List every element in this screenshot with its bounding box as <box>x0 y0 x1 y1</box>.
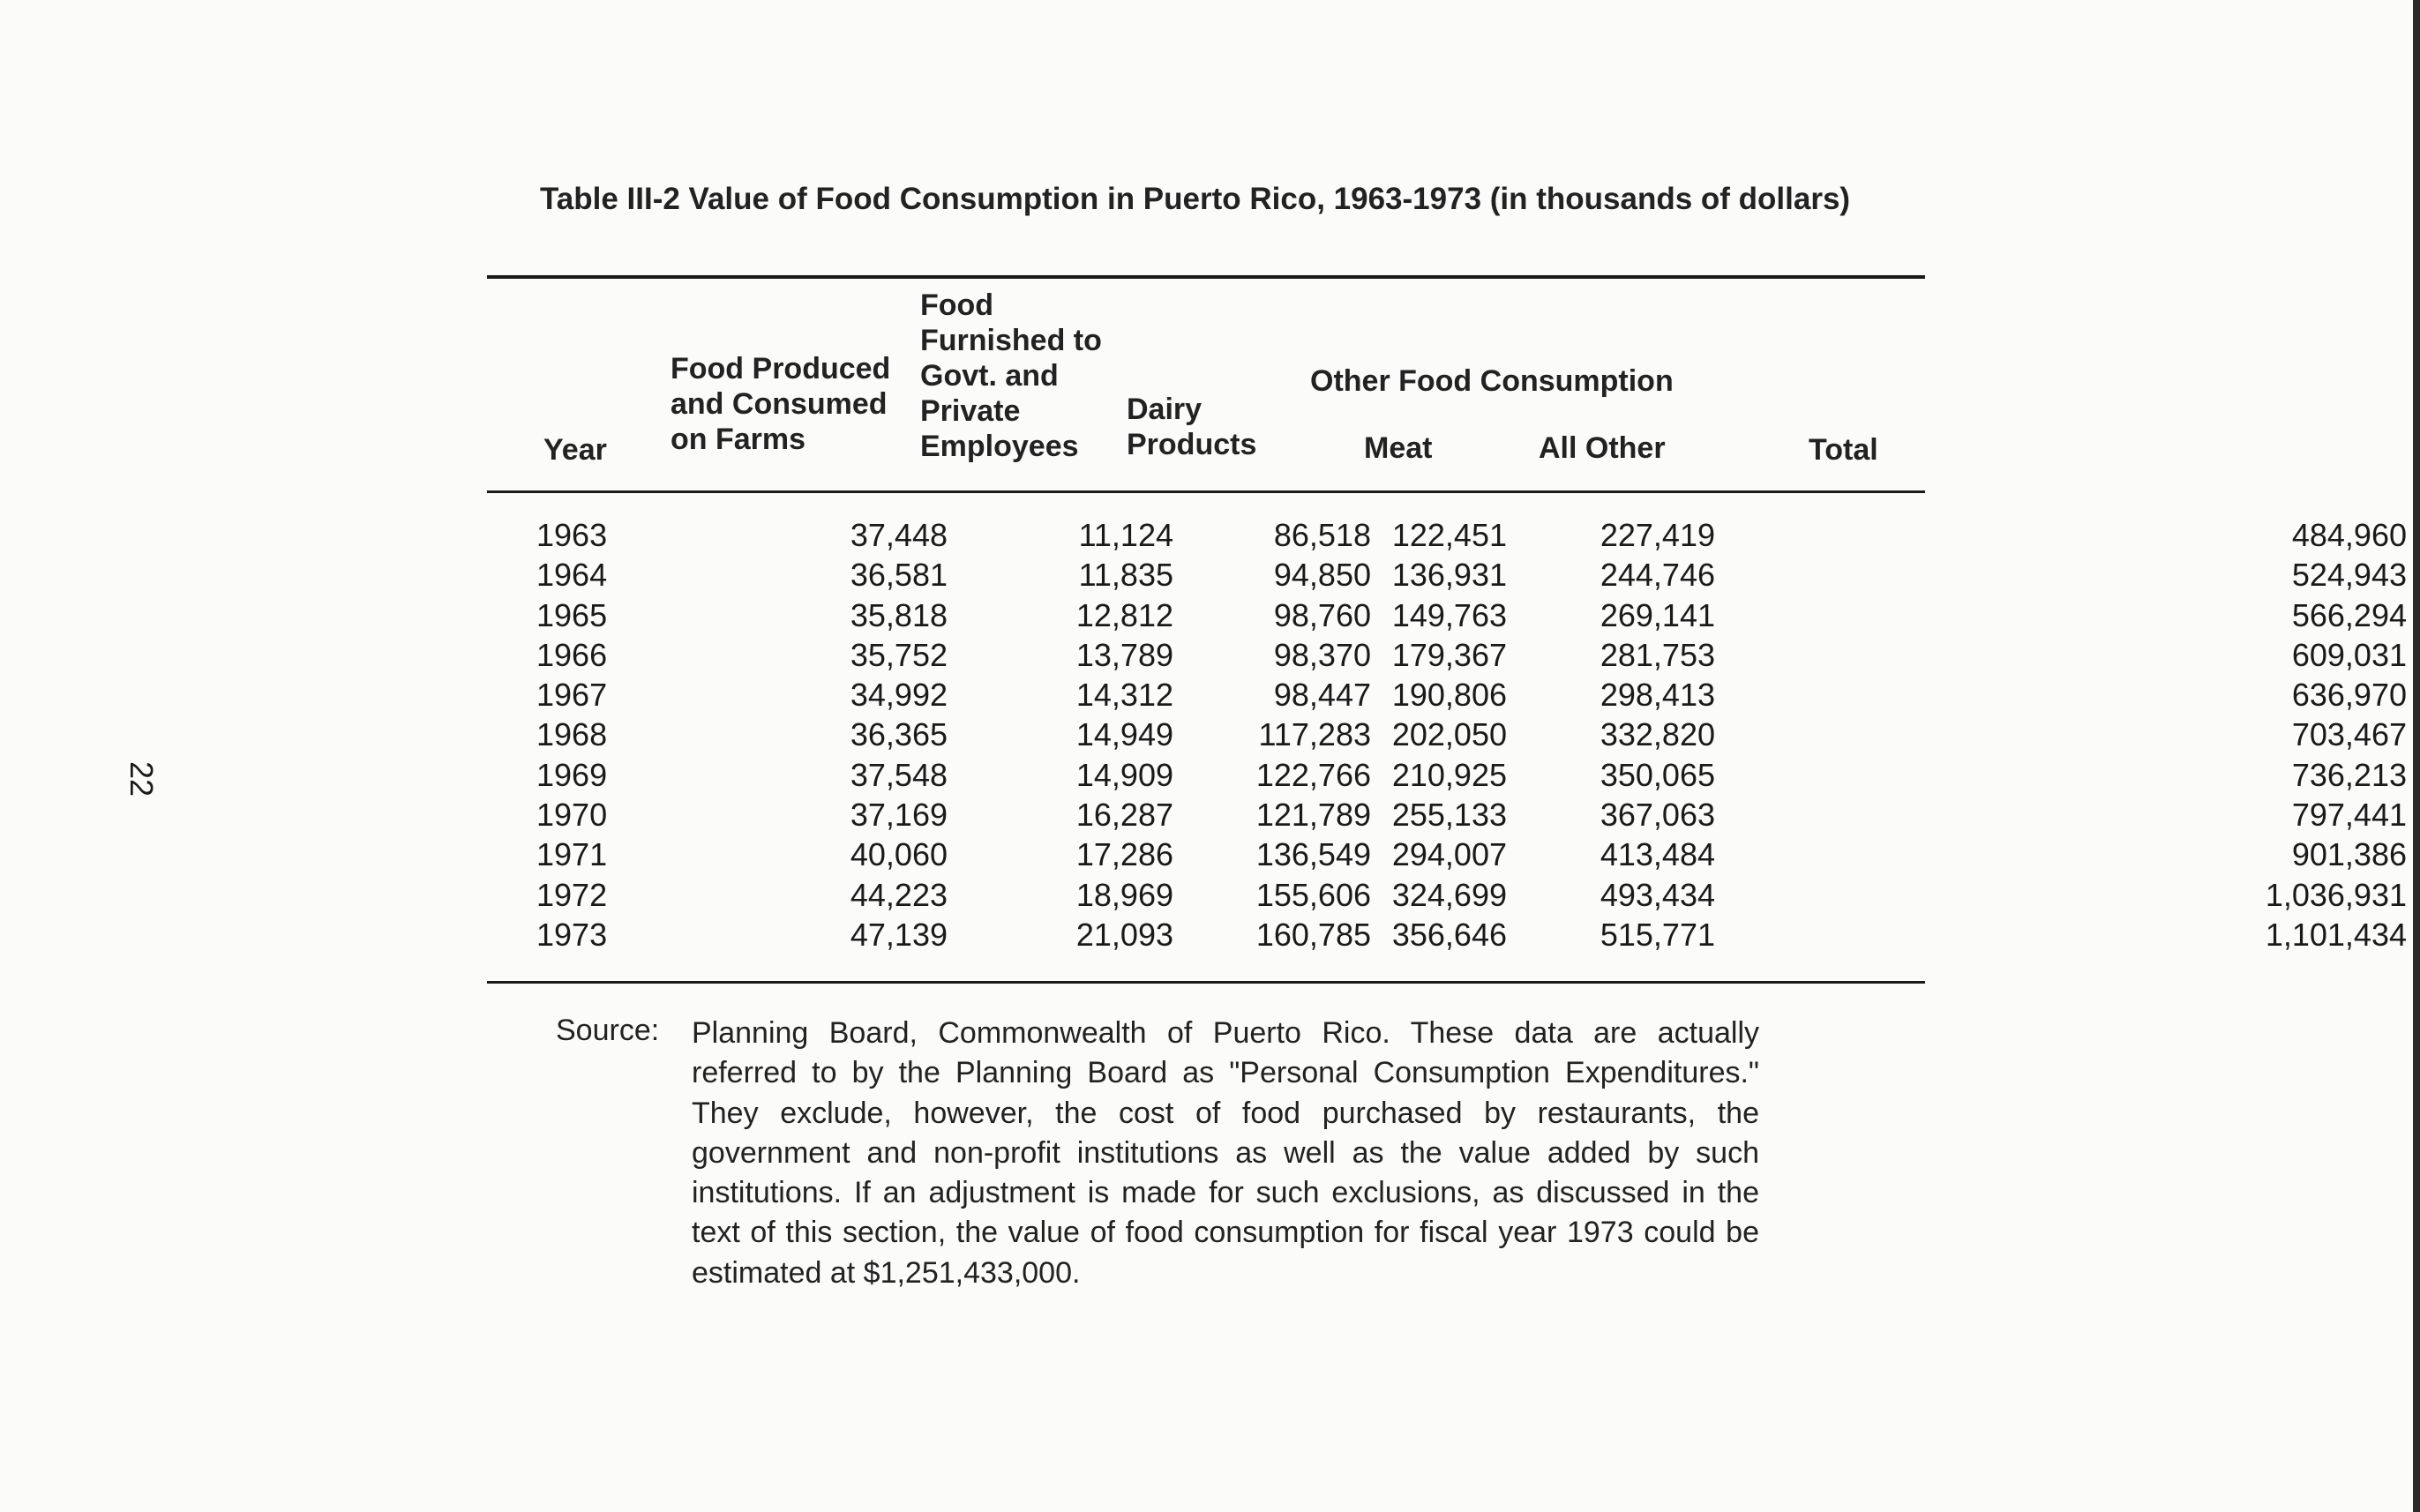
header-line: Private <box>920 394 1021 428</box>
cell-farms: 36,581 <box>850 557 948 594</box>
cell-dairy: 122,766 <box>1255 756 1371 793</box>
cell-meat: 136,931 <box>1391 557 1507 594</box>
header-line: and Consumed <box>671 387 888 421</box>
header-all-other: All Other <box>1539 431 1666 465</box>
cell-all-other: 298,413 <box>1600 677 1715 714</box>
cell-meat: 122,451 <box>1391 517 1507 553</box>
cell-meat: 210,925 <box>1391 756 1507 793</box>
header-food-produced-on-farms <box>671 351 890 457</box>
cell-total: 609,031 <box>2291 636 2407 673</box>
header-total: Total <box>1809 433 1878 467</box>
cell-dairy: 94,850 <box>1273 557 1371 594</box>
table-row <box>487 515 2407 555</box>
cell-all-other: 493,434 <box>1600 876 1715 913</box>
table-row <box>487 555 2407 595</box>
cell-total: 1,036,931 <box>2265 876 2407 913</box>
cell-farms: 37,548 <box>850 756 948 793</box>
cell-furnished: 12,812 <box>1075 596 1173 633</box>
header-line: Govt. and <box>920 359 1059 393</box>
cell-total: 636,970 <box>2291 677 2407 714</box>
header-line: Food <box>920 288 994 322</box>
table-row <box>487 795 2407 835</box>
cell-farms: 35,818 <box>850 596 948 633</box>
table-row <box>487 675 2407 715</box>
cell-all-other: 515,771 <box>1600 916 1715 953</box>
cell-furnished: 14,909 <box>1075 756 1173 793</box>
cell-dairy: 117,283 <box>1258 716 1371 753</box>
page-number: 22 <box>124 760 161 797</box>
cell-furnished: 13,789 <box>1075 636 1173 673</box>
cell-furnished: 17,286 <box>1075 836 1173 873</box>
cell-year: 1969 <box>536 756 608 793</box>
cell-all-other: 350,065 <box>1600 756 1715 793</box>
cell-furnished: 18,969 <box>1075 876 1173 913</box>
cell-meat: 202,050 <box>1391 716 1507 753</box>
cell-farms: 37,448 <box>850 517 948 553</box>
cell-year: 1970 <box>536 797 608 834</box>
table-title: Table III-2 Value of Food Consumption in Puerto Rico, 1963-1973 (in thousands of dollars) <box>540 182 1851 216</box>
cell-total: 566,294 <box>2291 596 2407 633</box>
cell-dairy: 98,447 <box>1273 677 1371 714</box>
cell-year: 1965 <box>536 596 608 633</box>
cell-year: 1966 <box>536 636 608 673</box>
header-line: Food Produced <box>671 352 891 385</box>
table-row <box>487 595 2407 635</box>
table-row <box>487 715 2407 754</box>
header-year: Year <box>543 433 607 467</box>
cell-year: 1971 <box>536 836 608 873</box>
cell-total: 1,101,434 <box>2265 916 2407 953</box>
cell-total: 797,441 <box>2291 797 2407 834</box>
header-line: Employees <box>920 430 1079 463</box>
cell-meat: 356,646 <box>1391 916 1507 953</box>
bottom-rule <box>487 981 1925 984</box>
table-row <box>487 875 2407 915</box>
cell-furnished: 14,949 <box>1075 716 1173 753</box>
cell-year: 1963 <box>536 517 608 553</box>
cell-all-other: 244,746 <box>1600 557 1715 594</box>
cell-dairy: 136,549 <box>1255 836 1371 873</box>
cell-total: 524,943 <box>2291 557 2407 594</box>
cell-dairy: 160,785 <box>1255 916 1371 953</box>
table-row <box>487 835 2407 874</box>
cell-farms: 44,223 <box>850 876 948 913</box>
cell-dairy: 98,370 <box>1273 636 1371 673</box>
cell-meat: 255,133 <box>1391 797 1507 834</box>
header-line: on Farms <box>671 423 806 456</box>
cell-all-other: 367,063 <box>1600 797 1715 834</box>
page-edge <box>2413 0 2420 1512</box>
header-rule <box>487 490 1925 493</box>
cell-year: 1964 <box>536 557 608 594</box>
cell-all-other: 281,753 <box>1600 636 1715 673</box>
cell-farms: 47,139 <box>850 916 948 953</box>
table-row <box>487 755 2407 795</box>
cell-all-other: 269,141 <box>1600 596 1715 633</box>
cell-year: 1968 <box>536 716 608 753</box>
cell-furnished: 21,093 <box>1075 916 1173 953</box>
cell-dairy: 86,518 <box>1273 517 1371 553</box>
header-other-food-consumption: Other Food Consumption <box>1310 364 1674 398</box>
cell-total: 901,386 <box>2291 836 2407 873</box>
header-dairy-products <box>1127 392 1256 462</box>
cell-furnished: 11,835 <box>1078 557 1173 594</box>
header-line: Products <box>1127 428 1257 461</box>
cell-furnished: 11,124 <box>1078 517 1173 553</box>
cell-total: 736,213 <box>2291 756 2407 793</box>
source-label: Source: <box>556 1014 660 1047</box>
cell-meat: 179,367 <box>1391 636 1507 673</box>
cell-furnished: 16,287 <box>1075 797 1173 834</box>
table-row <box>487 915 2407 954</box>
table-row <box>487 635 2407 675</box>
cell-furnished: 14,312 <box>1075 677 1173 714</box>
cell-farms: 40,060 <box>850 836 948 873</box>
table-body <box>487 515 2407 954</box>
cell-year: 1973 <box>536 916 608 953</box>
cell-dairy: 155,606 <box>1255 876 1371 913</box>
cell-farms: 34,992 <box>850 677 948 714</box>
cell-all-other: 227,419 <box>1600 517 1715 553</box>
header-food-furnished <box>920 288 1102 464</box>
cell-year: 1972 <box>536 876 608 913</box>
cell-meat: 190,806 <box>1391 677 1507 714</box>
cell-farms: 36,365 <box>850 716 948 753</box>
cell-dairy: 98,760 <box>1273 596 1371 633</box>
header-meat: Meat <box>1364 431 1433 465</box>
cell-total: 703,467 <box>2291 716 2407 753</box>
cell-meat: 294,007 <box>1391 836 1507 873</box>
header-line: Furnished to <box>920 324 1102 357</box>
cell-all-other: 413,484 <box>1600 836 1715 873</box>
cell-all-other: 332,820 <box>1600 716 1715 753</box>
cell-meat: 149,763 <box>1391 596 1507 633</box>
cell-year: 1967 <box>536 677 608 714</box>
cell-dairy: 121,789 <box>1255 797 1371 834</box>
cell-meat: 324,699 <box>1391 876 1507 913</box>
source-note: Planning Board, Commonwealth of Puerto Rico. These data are actually referred to by the Planning Board as "Personal Consumption Expenditures." They exclude, however, the cost of food purchased by restaurants, the government and non-profit institutions as well as the value added by such institutions. If an adjustment is made for such exclusions, as discussed in the text of this section, the value of food consumption for fiscal year 1973 could be estimated at $1,251,433,000. <box>692 1016 1759 1290</box>
cell-total: 484,960 <box>2291 517 2407 553</box>
top-rule <box>487 275 1925 279</box>
cell-farms: 37,169 <box>850 797 948 834</box>
cell-farms: 35,752 <box>850 636 948 673</box>
header-line: Dairy <box>1127 393 1203 426</box>
